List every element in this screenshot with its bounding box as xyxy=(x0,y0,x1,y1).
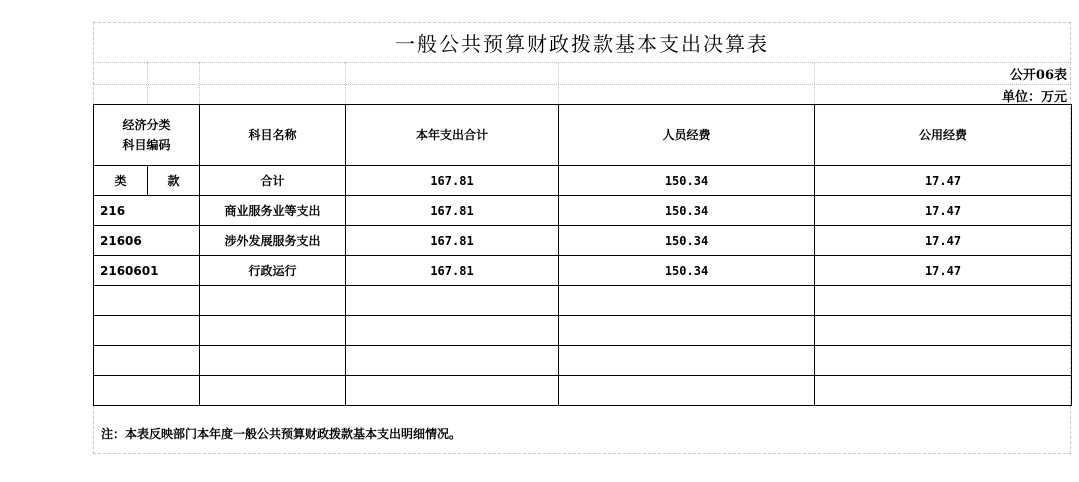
header-subject-name: 科目名称 xyxy=(200,105,346,166)
empty-row xyxy=(94,316,1072,346)
grid-line xyxy=(93,84,1071,85)
header-econ-class xyxy=(94,105,200,166)
table-row xyxy=(94,226,1072,256)
unit-label: 单位：万元 xyxy=(1001,90,1067,105)
empty-cell xyxy=(559,286,815,316)
empty-row xyxy=(94,346,1072,376)
table-row xyxy=(94,256,1072,286)
page-title: 一般公共预算财政拨款基本支出决算表 xyxy=(395,31,769,56)
code-cell: 21606 xyxy=(94,226,200,256)
empty-cell xyxy=(815,286,1072,316)
personnel-cell: 150.34 xyxy=(559,256,815,286)
empty-row xyxy=(94,376,1072,406)
empty-cell xyxy=(559,316,815,346)
subject-cell: 涉外发展服务支出 xyxy=(200,226,346,256)
empty-cell xyxy=(559,346,815,376)
empty-cell xyxy=(94,376,200,406)
empty-cell xyxy=(559,376,815,406)
empty-row xyxy=(94,286,1072,316)
sub-header-lei: 类 xyxy=(94,166,148,196)
expenditure-table xyxy=(93,104,1072,406)
subject-cell: 行政运行 xyxy=(200,256,346,286)
code-cell: 2160601 xyxy=(94,256,200,286)
grid-line xyxy=(558,62,559,104)
empty-cell xyxy=(815,346,1072,376)
subject-cell: 商业服务业等支出 xyxy=(200,196,346,226)
sub-header-kuan: 款 xyxy=(148,166,200,196)
total-cell: 167.81 xyxy=(346,166,559,196)
total-row xyxy=(94,166,1072,196)
empty-cell xyxy=(94,346,200,376)
empty-cell xyxy=(94,286,200,316)
public-cell: 17.47 xyxy=(815,226,1072,256)
total-cell: 167.81 xyxy=(346,196,559,226)
public-cell: 17.47 xyxy=(815,256,1072,286)
table-note: 注：本表反映部门本年度一般公共预算财政拨款基本支出明细情况。 xyxy=(101,426,462,441)
personnel-cell: 150.34 xyxy=(559,196,815,226)
table-number: 公开06表 xyxy=(1009,68,1067,83)
header-econ-class-line1: 经济分类 xyxy=(122,118,171,132)
code-cell: 216 xyxy=(94,196,200,226)
empty-cell xyxy=(346,346,559,376)
total-cell: 167.81 xyxy=(346,226,559,256)
public-cell: 17.47 xyxy=(815,196,1072,226)
header-econ-class-line2: 科目编码 xyxy=(122,138,171,152)
grid-line xyxy=(93,62,1071,63)
empty-cell xyxy=(346,376,559,406)
table-header-row xyxy=(94,105,1072,166)
personnel-cell: 150.34 xyxy=(559,226,815,256)
grid-line xyxy=(814,62,815,104)
grid-line xyxy=(199,62,200,104)
grid-line xyxy=(345,62,346,104)
grid-line xyxy=(147,62,148,104)
total-label: 合计 xyxy=(200,166,346,196)
public-cell: 17.47 xyxy=(815,166,1072,196)
empty-cell xyxy=(815,376,1072,406)
table-row xyxy=(94,196,1072,226)
personnel-cell: 150.34 xyxy=(559,166,815,196)
empty-cell xyxy=(346,316,559,346)
total-cell: 167.81 xyxy=(346,256,559,286)
empty-cell xyxy=(200,286,346,316)
empty-cell xyxy=(815,316,1072,346)
empty-cell xyxy=(346,286,559,316)
empty-cell xyxy=(200,376,346,406)
header-total: 本年支出合计 xyxy=(346,105,559,166)
empty-cell xyxy=(94,316,200,346)
header-personnel: 人员经费 xyxy=(559,105,815,166)
header-public: 公用经费 xyxy=(815,105,1072,166)
empty-cell xyxy=(200,316,346,346)
empty-cell xyxy=(200,346,346,376)
